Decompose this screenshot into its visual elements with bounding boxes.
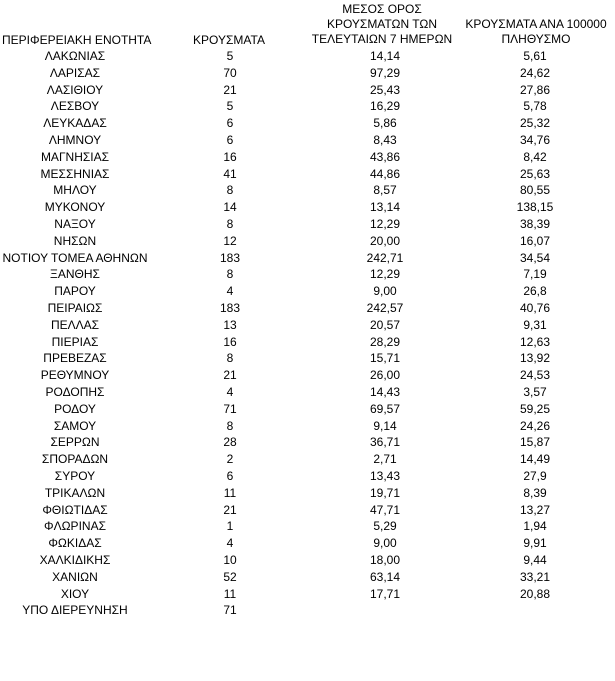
avg7-cell: 63,14 — [369, 569, 401, 584]
cases-cell: 2 — [226, 452, 234, 467]
region-cell: ΣΕΡΡΩΝ — [50, 435, 100, 450]
cases-cell: 4 — [226, 536, 234, 551]
avg7-cell: 36,71 — [369, 435, 401, 450]
table-row — [0, 233, 615, 250]
header-per-line-2: ΠΛΗΘΥΣΜΟ — [501, 32, 571, 46]
cases-cell: 183 — [219, 300, 241, 315]
per100k-cell: 24,53 — [519, 368, 551, 383]
table-row — [0, 149, 615, 166]
per100k-cell: 27,9 — [523, 468, 547, 483]
per100k-cell: 13,92 — [519, 351, 551, 366]
table-row — [0, 166, 615, 183]
per100k-cell: 9,31 — [523, 317, 547, 332]
header-per-100k — [457, 17, 615, 47]
region-cell: ΣΥΡΟΥ — [54, 468, 96, 483]
region-cell: ΛΑΣΙΘΙΟΥ — [46, 82, 104, 97]
table-row — [0, 98, 615, 115]
region-cell: ΠΑΡΟΥ — [54, 284, 96, 299]
table-row — [0, 350, 615, 367]
region-cell: ΥΠΟ ΔΙΕΡΕΥΝΗΣΗ — [22, 603, 128, 618]
region-cell: ΛΗΜΝΟΥ — [48, 132, 102, 147]
region-cell: ΡΕΘΥΜΝΟΥ — [40, 368, 110, 383]
cases-cell: 21 — [223, 368, 237, 383]
header-region: ΠΕΡΙΦΕΡΕΙΑΚΗ ΕΝΟΤΗΤΑ — [2, 33, 152, 47]
avg7-cell: 13,14 — [369, 200, 401, 215]
per100k-cell: 1,94 — [523, 519, 547, 534]
region-cell: ΧΑΛΚΙΔΙΚΗΣ — [39, 552, 111, 567]
table-row — [0, 82, 615, 99]
table-row — [0, 216, 615, 233]
avg7-cell: 20,57 — [369, 317, 401, 332]
avg7-cell: 8,57 — [373, 183, 397, 198]
per100k-cell: 38,39 — [519, 216, 551, 231]
table-row — [0, 451, 615, 468]
table-row — [0, 334, 615, 351]
table-row — [0, 367, 615, 384]
per100k-cell: 9,44 — [523, 552, 547, 567]
table-row — [0, 48, 615, 65]
table-row — [0, 485, 615, 502]
per100k-cell: 25,32 — [519, 116, 551, 131]
avg7-cell: 9,00 — [373, 284, 397, 299]
per100k-cell: 5,61 — [523, 49, 547, 63]
avg7-cell: 43,86 — [369, 149, 401, 164]
region-cell: ΜΗΛΟΥ — [53, 183, 97, 198]
per100k-cell: 8,39 — [523, 485, 547, 500]
avg7-cell: 2,71 — [373, 452, 397, 467]
avg7-cell: 5,86 — [373, 116, 397, 131]
avg7-cell: 44,86 — [369, 166, 401, 181]
region-cell: ΡΟΔΟΥ — [54, 401, 96, 416]
cases-cell: 70 — [223, 65, 237, 80]
cases-cell: 10 — [223, 552, 237, 567]
table-row — [0, 115, 615, 132]
cases-cell: 8 — [226, 216, 234, 231]
cases-cell: 13 — [223, 317, 237, 332]
cases-cell: 52 — [223, 569, 237, 584]
per100k-cell: 12,63 — [519, 334, 551, 349]
cases-cell: 6 — [226, 132, 234, 147]
avg7-cell: 5,29 — [373, 519, 397, 534]
avg7-cell: 20,00 — [369, 233, 401, 248]
table-row — [0, 384, 615, 401]
header-avg-line-2: ΚΡΟΥΣΜΑΤΩΝ ΤΩΝ — [326, 17, 438, 31]
region-cell: ΦΩΚΙΔΑΣ — [48, 536, 102, 551]
per100k-cell: 33,21 — [519, 569, 551, 584]
cases-cell: 5 — [226, 99, 234, 114]
per100k-cell: 26,8 — [523, 284, 547, 299]
region-cell: ΠΡΕΒΕΖΑΣ — [43, 351, 107, 366]
region-cell: ΜΥΚΟΝΟΥ — [44, 200, 106, 215]
per100k-cell: 25,63 — [519, 166, 551, 181]
header-cases: ΚΡΟΥΣΜΑΤΑ — [193, 33, 265, 47]
avg7-cell: 97,29 — [369, 65, 401, 80]
table-row — [0, 535, 615, 552]
avg7-cell: 17,71 — [369, 586, 401, 601]
per100k-cell: 3,57 — [523, 384, 547, 399]
cases-cell: 8 — [226, 418, 234, 433]
table-row — [0, 468, 615, 485]
per100k-cell: 59,25 — [519, 401, 551, 416]
avg7-cell: 18,00 — [369, 552, 401, 567]
table-row — [0, 518, 615, 535]
table-row — [0, 199, 615, 216]
avg7-cell: 9,00 — [373, 536, 397, 551]
avg7-cell: 9,14 — [373, 418, 397, 433]
table-row — [0, 569, 615, 586]
table-row — [0, 182, 615, 199]
avg7-cell: 26,00 — [369, 368, 401, 383]
table-body — [0, 48, 615, 619]
table-row — [0, 502, 615, 519]
table-row — [0, 283, 615, 300]
region-cell: ΠΕΙΡΑΙΩΣ — [47, 300, 103, 315]
avg7-cell: 14,43 — [369, 384, 401, 399]
table-row — [0, 266, 615, 283]
cases-cell: 12 — [223, 233, 237, 248]
avg7-cell: 8,43 — [373, 132, 397, 147]
cases-cell: 4 — [226, 384, 234, 399]
region-cell: ΦΛΩΡΙΝΑΣ — [44, 519, 106, 534]
table-row — [0, 552, 615, 569]
table-row — [0, 401, 615, 418]
region-cell: ΧΙΟΥ — [60, 586, 90, 601]
region-cell: ΝΟΤΙΟΥ ΤΟΜΕΑ ΑΘΗΝΩΝ — [2, 250, 148, 265]
region-cell: ΛΑΡΙΣΑΣ — [49, 65, 101, 80]
per100k-cell: 5,78 — [523, 99, 547, 114]
per100k-cell: 8,42 — [523, 149, 547, 164]
per100k-cell: 14,49 — [519, 452, 551, 467]
cases-cell: 21 — [223, 502, 237, 517]
table-row — [0, 434, 615, 451]
region-cell: ΠΙΕΡΙΑΣ — [51, 334, 99, 349]
table-row — [0, 250, 615, 267]
per100k-cell: 40,76 — [519, 300, 551, 315]
cases-cell: 21 — [223, 82, 237, 97]
region-cell: ΧΑΝΙΩΝ — [52, 569, 98, 584]
cases-cell: 8 — [226, 351, 234, 366]
cases-cell: 41 — [223, 166, 237, 181]
per100k-cell: 16,07 — [519, 233, 551, 248]
cases-cell: 1 — [226, 519, 234, 534]
per100k-cell: 15,87 — [519, 435, 551, 450]
per100k-cell: 20,88 — [519, 586, 551, 601]
per100k-cell: 138,15 — [516, 200, 554, 215]
table-row — [0, 132, 615, 149]
avg7-cell: 15,71 — [369, 351, 401, 366]
cases-cell: 16 — [223, 149, 237, 164]
per100k-cell: 80,55 — [519, 183, 551, 198]
cases-cell: 8 — [226, 183, 234, 198]
avg7-cell: 19,71 — [369, 485, 401, 500]
avg7-cell: 69,57 — [369, 401, 401, 416]
per100k-cell: 24,62 — [519, 65, 551, 80]
header-avg-line-1: ΜΕΣΟΣ ΟΡΟΣ — [342, 2, 422, 16]
per100k-cell: 24,26 — [519, 418, 551, 433]
cases-cell: 11 — [223, 586, 237, 601]
table-row — [0, 317, 615, 334]
cases-cell: 6 — [226, 116, 234, 131]
avg7-cell: 12,29 — [369, 216, 401, 231]
region-cell: ΣΠΟΡΑΔΩΝ — [41, 452, 109, 467]
per100k-cell: 9,91 — [523, 536, 547, 551]
region-cell: ΜΕΣΣΗΝΙΑΣ — [40, 166, 110, 181]
cases-cell: 11 — [223, 485, 237, 500]
per100k-cell: 7,19 — [523, 267, 547, 282]
table-row — [0, 65, 615, 82]
avg7-cell: 14,14 — [369, 49, 401, 63]
region-cell: ΜΑΓΝΗΣΙΑΣ — [40, 149, 110, 164]
avg7-cell: 242,71 — [366, 250, 404, 265]
region-cell: ΛΕΣΒΟΥ — [50, 99, 100, 114]
table-row — [0, 300, 615, 317]
region-cell: ΛΑΚΩΝΙΑΣ — [44, 49, 106, 63]
avg7-cell: 12,29 — [369, 267, 401, 282]
table-row — [0, 418, 615, 435]
cases-cell: 71 — [223, 603, 237, 618]
header-7day-average — [302, 2, 462, 47]
cases-cell: 183 — [219, 250, 241, 265]
region-cell: ΤΡΙΚΑΛΩΝ — [44, 485, 106, 500]
table-row — [0, 586, 615, 603]
avg7-cell: 16,29 — [369, 99, 401, 114]
avg7-cell: 13,43 — [369, 468, 401, 483]
region-cell: ΡΟΔΟΠΗΣ — [45, 384, 105, 399]
header-per-line-1: ΚΡΟΥΣΜΑΤΑ ΑΝΑ 100000 — [465, 17, 607, 31]
cases-cell: 16 — [223, 334, 237, 349]
cases-cell: 14 — [223, 200, 237, 215]
avg7-cell: 28,29 — [369, 334, 401, 349]
avg7-cell: 25,43 — [369, 82, 401, 97]
header-avg-line-3: ΤΕΛΕΥΤΑΙΩΝ 7 ΗΜΕΡΩΝ — [311, 32, 453, 46]
region-cell: ΝΗΣΩΝ — [53, 233, 97, 248]
cases-cell: 4 — [226, 284, 234, 299]
per100k-cell: 34,54 — [519, 250, 551, 265]
per100k-cell: 13,27 — [519, 502, 551, 517]
cases-cell: 5 — [226, 49, 234, 63]
per100k-cell: 34,76 — [519, 132, 551, 147]
per100k-cell: 27,86 — [519, 82, 551, 97]
cases-cell: 71 — [223, 401, 237, 416]
region-cell: ΞΑΝΘΗΣ — [50, 267, 100, 282]
cases-cell: 6 — [226, 468, 234, 483]
table-row — [0, 602, 615, 619]
cases-cell: 28 — [223, 435, 237, 450]
cases-cell: 8 — [226, 267, 234, 282]
region-cell: ΝΑΞΟΥ — [54, 216, 96, 231]
region-cell: ΦΘΙΩΤΙΔΑΣ — [42, 502, 108, 517]
region-cell: ΛΕΥΚΑΔΑΣ — [43, 116, 107, 131]
avg7-cell: 242,57 — [366, 300, 404, 315]
region-cell: ΠΕΛΛΑΣ — [50, 317, 100, 332]
region-cell: ΣΑΜΟΥ — [53, 418, 97, 433]
avg7-cell: 47,71 — [369, 502, 401, 517]
